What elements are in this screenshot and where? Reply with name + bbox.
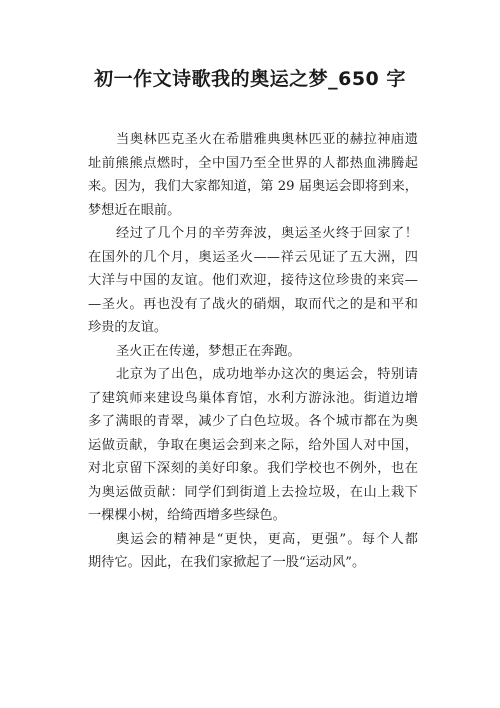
text-line: 多了满眼的青翠，减少了白色垃圾。各个城市都在为奥	[88, 414, 418, 429]
text-line: 对北京留下深刻的美好印象。我们学校也不例外，也在	[88, 461, 418, 476]
text-line: —圣火。再也没有了战火的硝烟，取而代之的是和平和	[88, 296, 418, 312]
text-line: 为奥运做贡献：同学们到街道上去捡垃圾，在山上栽下	[88, 484, 418, 500]
text-line: 圣火正在传递，梦想正在奔跑。	[116, 343, 301, 359]
paragraph	[88, 528, 418, 575]
text-line: 奥运会的精神是“更快，更高，更强”。每个人都	[116, 531, 418, 547]
paragraph	[88, 222, 418, 340]
paragraph	[88, 128, 418, 222]
text-line: 珍贵的友谊。	[88, 320, 168, 335]
text-line: 了建筑师来建设鸟巢体育馆，水利方游泳池。街道边增	[88, 390, 418, 406]
text-line: 经过了几个月的辛劳奔波，奥运圣火终于回家了！	[116, 226, 418, 241]
text-line: 期待它。因此，在我们家掀起了一股“运动风”。	[88, 555, 366, 570]
text-line: 北京为了出色，成功地举办这次的奥运会，特别请	[116, 367, 418, 382]
text-line: 大洋与中国的友谊。他们欢迎，接待这位珍贵的来宾—	[88, 273, 418, 288]
text-line: 在国外的几个月，奥运圣火——祥云见证了五大洲，四	[88, 249, 418, 265]
text-line: 当奥林匹克圣火在希腊雅典奥林匹亚的赫拉神庙遗	[116, 132, 418, 147]
text-line: 来。因为，我们大家都知道，第 29 届奥运会即将到来，	[88, 179, 418, 194]
paragraph	[88, 340, 418, 364]
article-body	[88, 128, 418, 575]
text-line: 运做贡献，争取在奥运会到来之际，给外国人对中国，	[88, 437, 418, 453]
text-line: 址前熊熊点燃时，全中国乃至全世界的人都热血沸腾起	[88, 155, 418, 171]
text-line: 一棵棵小树，给绮西增多些绿色。	[88, 508, 286, 523]
paragraph	[88, 363, 418, 528]
text-line: 梦想近在眼前。	[88, 202, 181, 218]
document-title: 初一作文诗歌我的奥运之梦_650 字	[94, 68, 406, 90]
